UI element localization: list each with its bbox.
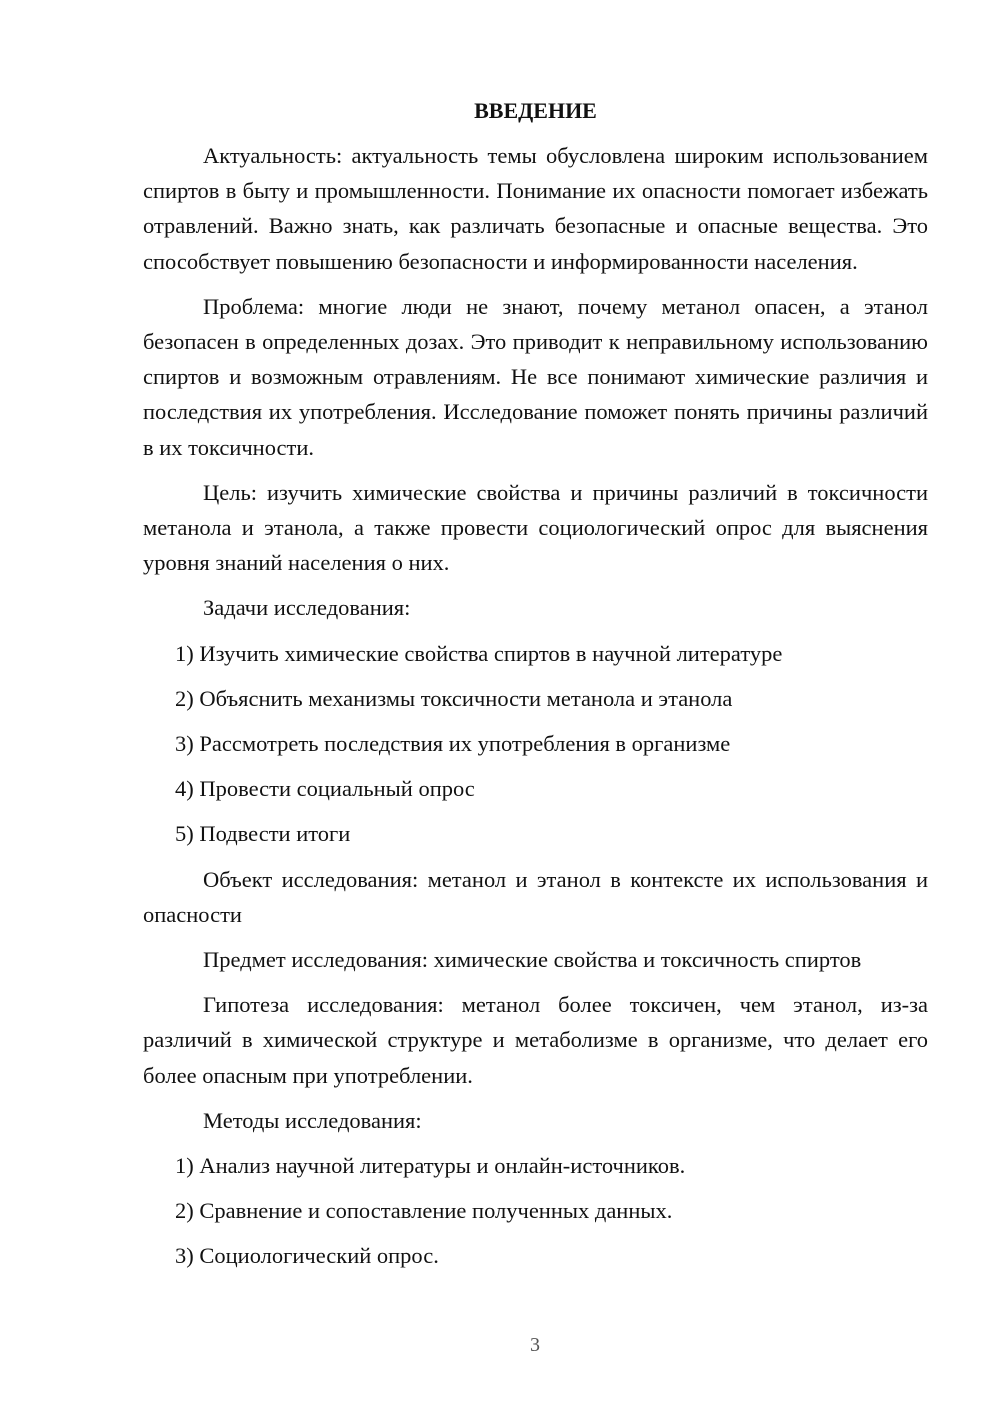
- method-item: 1) Анализ научной литературы и онлайн-источников.: [175, 1153, 686, 1179]
- task-item: 5) Подвести итоги: [175, 821, 351, 847]
- paragraph-subject: Предмет исследования: химические свойства и токсичность спиртов: [203, 947, 862, 973]
- page-content: [143, 93, 928, 1284]
- tasks-heading: Задачи исследования:: [203, 595, 411, 621]
- paragraph-relevance: Актуальность: актуальность темы обусловлена широким использованием спиртов в быту и промышленности. Понимание их опасности помогает избежать отравлений. Важно знать, как различать безопасные и опасные вещества. Это способствует повышению безопасности и информированности населения.: [143, 143, 928, 274]
- paragraph-goal: Цель: изучить химические свойства и причины различий в токсичности метанола и этанола, а также провести социологический опрос для выяснения уровня знаний населения о них.: [143, 479, 928, 576]
- method-item: 2) Сравнение и сопоставление полученных данных.: [175, 1198, 673, 1224]
- method-item: 3) Социологический опрос.: [175, 1243, 439, 1269]
- paragraph-problem: Проблема: многие люди не знают, почему метанол опасен, а этанол безопасен в определенных дозах. Это приводит к неправильному использованию спиртов и возможным отравлениям. Не все понимают химические различия и последствия их употребления. Исследование поможет понять причины различий в их токсичности.: [143, 293, 928, 460]
- task-item: 4) Провести социальный опрос: [175, 776, 475, 802]
- task-item: 3) Рассмотреть последствия их употребления в организме: [175, 731, 731, 757]
- task-item: 1) Изучить химические свойства спиртов в научной литературе: [175, 640, 783, 666]
- page-number: 3: [530, 1334, 540, 1356]
- paragraph-object: Объект исследования: метанол и этанол в контексте их использования и опасности: [143, 866, 928, 927]
- methods-heading: Методы исследования:: [203, 1107, 422, 1133]
- paragraph-hypothesis: Гипотеза исследования: метанол более токсичен, чем этанол, из-за различий в химической структуре и метаболизме в организме, что делает его более опасным при употреблении.: [143, 992, 928, 1088]
- task-item: 2) Объяснить механизмы токсичности метанола и этанола: [175, 685, 733, 711]
- section-title: ВВЕДЕНИЕ: [474, 98, 597, 123]
